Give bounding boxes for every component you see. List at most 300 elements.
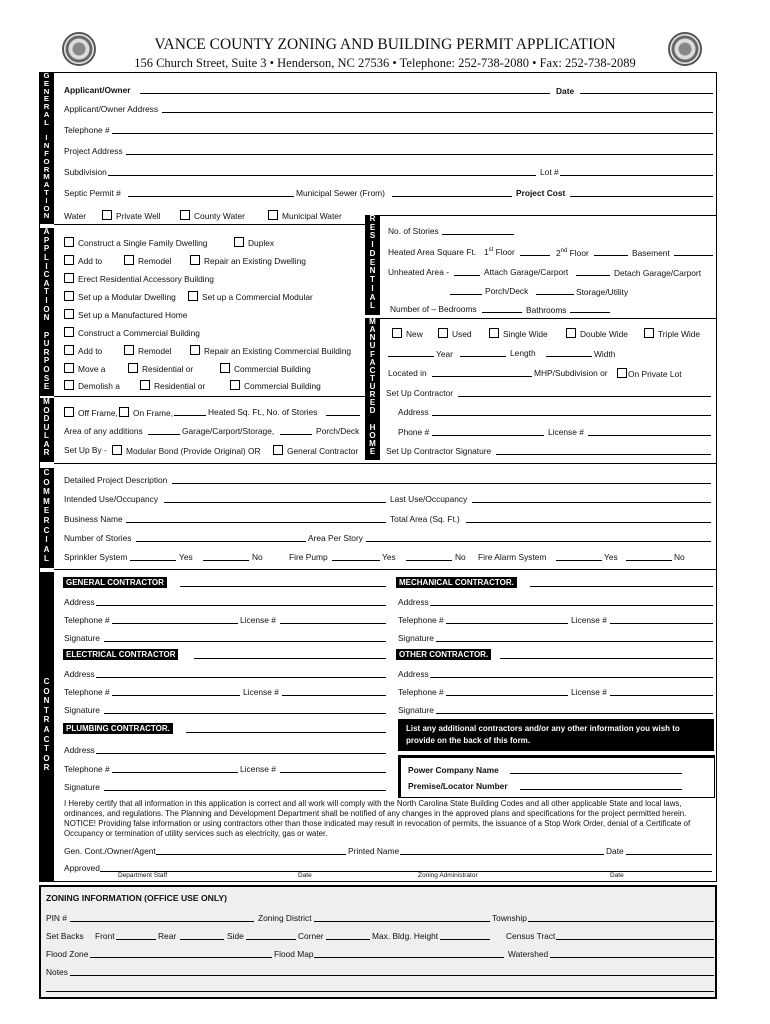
administrator-caption: Zoning Administrator [418, 872, 478, 879]
certify-date-input[interactable] [626, 854, 712, 855]
number-stories-label: Number of Stories [64, 533, 132, 543]
mh-license-input[interactable] [588, 435, 711, 436]
double-wide-checkbox[interactable]: Double Wide [566, 328, 628, 339]
section-letter: T [44, 705, 49, 715]
project-cost-input[interactable] [570, 196, 713, 197]
section-letter: R [369, 214, 376, 223]
agent-signature-input[interactable] [156, 854, 346, 855]
gc-telephone-input[interactable] [112, 623, 238, 624]
first-floor-label: 1st Floor [484, 247, 515, 257]
flood-zone-input[interactable] [90, 957, 272, 958]
ec-signature-input[interactable] [104, 713, 386, 714]
septic-input[interactable] [128, 196, 294, 197]
general-contractor-heading: GENERAL CONTRACTOR [63, 577, 167, 588]
pc-signature-label: Signature [64, 782, 100, 792]
section-letter: C [43, 468, 50, 477]
single-family-checkbox[interactable]: Construct a Single Family Dwelling [64, 237, 207, 248]
mh-signature-input[interactable] [496, 454, 711, 455]
porch-label: Porch/Deck [485, 286, 529, 296]
attach-garage-input[interactable] [576, 275, 610, 276]
additions-input[interactable] [148, 434, 180, 435]
bedrooms-label: Number of – Bedrooms [390, 304, 477, 314]
fire-alarm-label: Fire Alarm System [478, 552, 547, 562]
section-general-label [39, 72, 54, 224]
telephone-input[interactable] [112, 133, 713, 134]
area-per-story-label: Area Per Story [308, 533, 363, 543]
modular-porch-label: Porch/Deck [316, 426, 360, 436]
commercial-modular-checkbox[interactable]: Set up a Commercial Modular [188, 291, 313, 302]
oc-telephone-label: Telephone # [398, 687, 444, 697]
side-input[interactable] [246, 939, 296, 940]
page-title: VANCE COUNTY ZONING AND BUILDING PERMIT APPLICATION [154, 36, 616, 53]
applicant-input[interactable] [140, 93, 550, 94]
zoning-district-input[interactable] [314, 921, 490, 922]
mechanical-contractor-heading: MECHANICAL CONTRACTOR. [396, 577, 517, 588]
repair-commercial-checkbox[interactable]: Repair an Existing Commercial Building [190, 345, 351, 356]
section-letter: L [44, 554, 49, 564]
located-label: Located in [388, 368, 427, 378]
project-cost-label: Project Cost [516, 188, 566, 198]
subdivision-input[interactable] [108, 175, 536, 176]
staff-date-caption: Date [298, 872, 312, 879]
section-letter: U [43, 422, 50, 432]
section-letter: P [43, 244, 50, 254]
business-name-input[interactable] [126, 522, 386, 523]
certification-text: I Hereby certify that all information in this application is correct and all work will comply with the North Carolina State Building Codes and all other applicable State and local laws, ordinances, and regulations. The Planning and Development Department shall be notified of any changes in the approved plans and specifications for the project permitted herein. NOTICE! Providing false information or using contractors other than those indicated may result in revocation of permits, the issuance of a Stop Work Order, denial of a Certificate of Occupancy or termination of utility services such as electricity, gas or water. [64, 799, 691, 838]
section-letter: A [43, 109, 50, 119]
off-frame-checkbox[interactable]: Off Frame, [64, 407, 118, 418]
private-lot-checkbox[interactable]: On Private Lot [617, 368, 682, 379]
general-contractor-name-input[interactable] [180, 586, 386, 587]
total-area-label: Total Area (Sq. Ft.) [390, 514, 460, 524]
side-label: Side [227, 931, 244, 941]
manufactured-home-checkbox[interactable]: Set up a Manufactured Home [64, 309, 187, 320]
section-letter: H [369, 422, 376, 432]
width-input[interactable] [546, 356, 592, 357]
flood-zone-label: Flood Zone [46, 949, 89, 959]
section-letter: O [43, 203, 50, 213]
plumbing-contractor-heading: PLUMBING CONTRACTOR. [63, 723, 173, 734]
commercial-building-checkbox[interactable]: Construct a Commercial Building [64, 327, 200, 338]
intended-use-label: Intended Use/Occupancy [64, 494, 159, 504]
demolish-commercial-checkbox[interactable]: Commercial Building [230, 380, 321, 391]
owner-address-label: Applicant/Owner Address [64, 104, 159, 114]
pin-input[interactable] [70, 921, 254, 922]
additional-contractors-note: List any additional contractors and/or any other information you wish to provide on the back of this form. [398, 719, 714, 751]
year-label: Year [436, 349, 453, 359]
sprinkler-yes-label: Yes [179, 552, 193, 562]
flood-map-input[interactable] [314, 957, 504, 958]
section-letter: O [369, 430, 376, 440]
sprinkler-yes-input[interactable] [130, 560, 176, 561]
section-letter: R [43, 102, 50, 112]
garage-label: Garage/Carport/Storage, [182, 426, 275, 436]
fire-alarm-no-input[interactable] [626, 560, 672, 561]
owner-address-input[interactable] [162, 112, 713, 113]
mc-license-input[interactable] [610, 623, 713, 624]
section-letter: P [43, 235, 50, 245]
agent-label: Gen. Cont./Owner/Agent [64, 846, 156, 856]
front-input[interactable] [116, 939, 156, 940]
section-letter: A [43, 544, 50, 554]
septic-label: Septic Permit # [64, 188, 121, 198]
sprinkler-no-input[interactable] [203, 560, 249, 561]
commercial-remodel-checkbox[interactable]: Remodel [124, 345, 172, 356]
oc-license-label: License # [571, 687, 607, 697]
attach-garage-label: Attach Garage/Carport [484, 267, 569, 277]
storage-input[interactable] [536, 294, 574, 295]
section-letter: M [369, 438, 376, 448]
second-floor-input[interactable] [594, 255, 628, 256]
date-label: Date [556, 86, 575, 96]
pc-address-input[interactable] [96, 753, 386, 754]
first-floor-input[interactable] [520, 255, 550, 256]
section-letter: E [43, 78, 50, 88]
staff-caption: Department Staff [118, 872, 168, 879]
county-water-checkbox[interactable]: County Water [180, 210, 245, 221]
accessory-building-checkbox[interactable]: Erect Residential Accessory Building [64, 273, 214, 284]
ec-license-label: License # [243, 687, 279, 697]
pc-license-input[interactable] [280, 772, 386, 773]
sprinkler-label: Sprinkler System [64, 552, 128, 562]
mh-phone-label: Phone # [398, 427, 430, 437]
section-letter: M [43, 172, 50, 182]
fire-alarm-yes-label: Yes [604, 552, 618, 562]
heated-area-label: Heated Area Square Ft. [388, 247, 476, 257]
section-letter: E [43, 94, 50, 104]
fire-alarm-no-label: No [674, 552, 685, 562]
general-contractor-checkbox[interactable]: General Contractor [273, 445, 358, 456]
front-label: Front [95, 931, 115, 941]
modular-heated-label: Heated Sq. Ft., No. of Stories [208, 407, 318, 417]
mc-address-label: Address [398, 597, 429, 607]
section-letter: I [45, 261, 48, 271]
remodel-checkbox[interactable]: Remodel [124, 255, 172, 266]
section-letter: A [43, 227, 50, 236]
section-letter: R [369, 390, 376, 400]
pc-signature-input[interactable] [104, 790, 386, 791]
oc-license-input[interactable] [610, 695, 713, 696]
corner-label: Corner [298, 931, 324, 941]
section-letter: R [43, 164, 50, 174]
section-letter: A [369, 325, 376, 335]
power-company-label: Power Company Name [408, 765, 499, 775]
year-input[interactable] [388, 356, 434, 357]
ec-address-label: Address [64, 669, 95, 679]
mh-signature-label: Set Up Contractor Signature [386, 446, 492, 456]
zoning-district-label: Zoning District [258, 913, 312, 923]
second-floor-label: 2nd Floor [556, 248, 589, 258]
other-contractor-name-input[interactable] [500, 658, 713, 659]
section-letter: E [43, 382, 50, 392]
premise-input[interactable] [520, 789, 682, 790]
section-letter: C [43, 525, 50, 535]
divider [54, 569, 717, 570]
fire-pump-no-input[interactable] [406, 560, 452, 561]
section-letter: I [371, 240, 374, 250]
section-letter: T [44, 287, 49, 297]
max-height-input[interactable] [440, 939, 490, 940]
length-label: Length [510, 348, 536, 358]
section-letter: A [369, 357, 376, 367]
premise-label: Premise/Locator Number [408, 781, 508, 791]
pc-telephone-label: Telephone # [64, 764, 110, 774]
bedrooms-input[interactable] [482, 312, 522, 313]
res-stories-label: No. of Stories [388, 226, 439, 236]
number-stories-input[interactable] [136, 541, 306, 542]
intended-use-input[interactable] [164, 502, 386, 503]
fire-pump-yes-input[interactable] [332, 560, 380, 561]
mc-signature-input[interactable] [436, 641, 713, 642]
section-application-label [39, 228, 54, 396]
lot-input[interactable] [560, 175, 713, 176]
section-letter: O [43, 753, 50, 763]
move-checkbox[interactable]: Move a [64, 363, 105, 374]
section-letter: O [43, 405, 50, 415]
business-name-label: Business Name [64, 514, 123, 524]
modular-stories-input[interactable] [326, 415, 360, 416]
census-label: Census Tract [506, 931, 556, 941]
used-checkbox[interactable]: Used [438, 328, 472, 339]
section-letter: E [369, 257, 376, 267]
section-letter: T [44, 187, 49, 197]
mechanical-contractor-name-input[interactable] [530, 586, 713, 587]
section-letter: P [43, 330, 50, 340]
printed-name-input[interactable] [400, 854, 604, 855]
sewer-input[interactable] [392, 196, 512, 197]
section-letter: T [44, 744, 49, 754]
section-residential-label [365, 215, 380, 315]
gc-address-input[interactable] [96, 605, 386, 606]
length-input[interactable] [460, 356, 506, 357]
section-letter: D [369, 248, 376, 258]
section-letter: R [43, 448, 50, 458]
basement-input[interactable] [674, 255, 713, 256]
mh-address-input[interactable] [432, 415, 711, 416]
section-letter: E [369, 447, 376, 456]
section-letter: M [369, 317, 376, 326]
section-letter: C [369, 365, 376, 375]
demolish-residential-checkbox[interactable]: Residential or [140, 380, 205, 391]
fire-pump-yes-label: Yes [382, 552, 396, 562]
new-checkbox[interactable]: New [392, 328, 423, 339]
gc-signature-label: Signature [64, 633, 100, 643]
township-label: Township [492, 913, 527, 923]
width-label: Width [594, 349, 616, 359]
project-address-input[interactable] [126, 154, 713, 155]
last-use-label: Last Use/Occupancy [390, 494, 468, 504]
gc-telephone-label: Telephone # [64, 615, 110, 625]
basement-label: Basement [632, 248, 670, 258]
section-letter: P [43, 356, 50, 366]
oc-telephone-input[interactable] [446, 695, 568, 696]
watershed-input[interactable] [550, 957, 714, 958]
fire-alarm-yes-input[interactable] [556, 560, 602, 561]
electrical-contractor-name-input[interactable] [194, 658, 386, 659]
last-use-input[interactable] [472, 502, 711, 503]
zoning-heading: ZONING INFORMATION (OFFICE USE ONLY) [46, 893, 227, 903]
section-commercial-label [39, 468, 54, 568]
sewer-label: Municipal Sewer (From) [296, 188, 385, 198]
ec-signature-label: Signature [64, 705, 100, 715]
census-input[interactable] [556, 939, 714, 940]
section-letter: M [43, 496, 50, 506]
setup-contractor-label: Set Up Contractor [386, 388, 454, 398]
date-input[interactable] [580, 93, 713, 94]
watershed-label: Watershed [508, 949, 549, 959]
located-input[interactable] [432, 376, 532, 377]
pin-label: PIN # [46, 913, 67, 923]
certify-date-label: Date [606, 846, 624, 856]
oc-address-label: Address [398, 669, 429, 679]
section-letter: U [369, 382, 376, 391]
mc-address-input[interactable] [430, 605, 713, 606]
divider [380, 318, 717, 319]
section-letter: L [370, 301, 375, 311]
section-letter: C [43, 734, 50, 744]
add-to-checkbox[interactable]: Add to [64, 255, 102, 266]
demolish-checkbox[interactable]: Demolish a [64, 380, 120, 391]
bathrooms-input[interactable] [570, 312, 610, 313]
private-well-checkbox[interactable]: Private Well [102, 210, 161, 221]
description-label: Detailed Project Description [64, 475, 168, 485]
max-height-label: Max. Bldg. Height [372, 931, 439, 941]
section-letter: I [45, 195, 48, 205]
additions-label: Area of any additions [64, 426, 143, 436]
section-letter: C [43, 677, 50, 686]
mhp-label: MHP/Subdivision or [534, 368, 608, 378]
section-letter: N [43, 141, 50, 151]
municipal-water-checkbox[interactable]: Municipal Water [268, 210, 342, 221]
ec-telephone-input[interactable] [112, 695, 240, 696]
move-residential-checkbox[interactable]: Residential or [128, 363, 193, 374]
gc-license-input[interactable] [280, 623, 386, 624]
other-contractor-heading: OTHER CONTRACTOR. [396, 649, 491, 660]
applicant-label: Applicant/Owner [64, 85, 131, 95]
flood-map-label: Flood Map [274, 949, 314, 959]
section-letter: I [45, 296, 48, 305]
setup-contractor-input[interactable] [458, 396, 711, 397]
bond-checkbox[interactable]: Modular Bond (Provide Original) OR [112, 445, 261, 456]
section-letter: N [369, 266, 376, 276]
res-stories-input[interactable] [442, 234, 514, 235]
township-input[interactable] [528, 921, 714, 922]
section-letter: G [43, 71, 50, 80]
section-letter: N [43, 211, 50, 221]
repair-dwelling-checkbox[interactable]: Repair an Existing Dwelling [190, 255, 306, 266]
section-letter: S [43, 373, 50, 383]
section-letter: L [44, 431, 49, 441]
telephone-label: Telephone # [64, 125, 110, 135]
section-letter: E [369, 398, 376, 408]
mh-address-label: Address [398, 407, 429, 417]
description-input[interactable] [172, 483, 711, 484]
section-letter: R [43, 715, 50, 725]
mh-license-label: License # [548, 427, 584, 437]
section-letter: E [369, 222, 376, 232]
section-letter: U [369, 341, 376, 351]
plumbing-contractor-name-input[interactable] [186, 732, 386, 733]
oc-address-input[interactable] [430, 677, 713, 678]
section-letter: D [369, 406, 376, 416]
section-letter: F [370, 349, 375, 359]
section-letter: N [43, 696, 50, 706]
divider [380, 215, 717, 216]
section-modular-label [39, 398, 54, 462]
setbacks-label: Set Backs [46, 931, 84, 941]
notes-input[interactable] [70, 975, 714, 976]
printed-name-label: Printed Name [348, 846, 400, 856]
corner-input[interactable] [326, 939, 370, 940]
ec-license-input[interactable] [282, 695, 386, 696]
section-letter: A [369, 292, 376, 302]
section-letter: R [43, 515, 50, 525]
porch-input[interactable] [450, 294, 482, 295]
divider [54, 463, 717, 464]
area-per-story-input[interactable] [366, 541, 711, 542]
detach-garage-label: Detach Garage/Carport [614, 268, 702, 278]
total-area-input[interactable] [466, 522, 711, 523]
gc-license-label: License # [240, 615, 276, 625]
mh-phone-input[interactable] [432, 435, 544, 436]
on-frame-checkbox[interactable]: On Frame, [119, 407, 173, 418]
section-letter: C [43, 270, 50, 280]
ec-address-input[interactable] [96, 677, 386, 678]
section-letter: A [43, 439, 50, 449]
heated-sqft-input[interactable] [174, 415, 206, 416]
gc-address-label: Address [64, 597, 95, 607]
mc-signature-label: Signature [398, 633, 434, 643]
move-commercial-checkbox[interactable]: Commercial Building [220, 363, 311, 374]
commercial-add-to-checkbox[interactable]: Add to [64, 345, 102, 356]
section-letter: R [43, 347, 50, 357]
mc-telephone-input[interactable] [446, 623, 568, 624]
electrical-contractor-heading: ELECTRICAL CONTRACTOR [63, 649, 178, 660]
power-company-input[interactable] [510, 773, 682, 774]
pc-telephone-input[interactable] [112, 772, 238, 773]
single-wide-checkbox[interactable]: Single Wide [489, 328, 548, 339]
section-letter: O [43, 477, 50, 487]
pc-address-label: Address [64, 745, 95, 755]
rear-input[interactable] [180, 939, 224, 940]
section-letter: A [43, 278, 50, 288]
section-letter: N [369, 333, 376, 343]
modular-dwelling-checkbox[interactable]: Set up a Modular Dwelling [64, 291, 176, 302]
administrator-date-caption: Date [610, 872, 624, 879]
utility-info-box [400, 757, 715, 798]
section-letter: M [43, 487, 50, 497]
project-address-label: Project Address [64, 146, 123, 156]
notes-input-line2[interactable] [46, 991, 714, 992]
section-letter: F [44, 148, 49, 158]
subdivision-label: Subdivision [64, 167, 107, 177]
lot-label: Lot # [540, 167, 559, 177]
section-letter: N [43, 313, 50, 323]
unheated-input[interactable] [454, 275, 480, 276]
section-contractor-label [39, 572, 54, 882]
fire-pump-no-label: No [455, 552, 466, 562]
gc-signature-input[interactable] [104, 641, 386, 642]
triple-wide-checkbox[interactable]: Triple Wide [644, 328, 700, 339]
duplex-checkbox[interactable]: Duplex [234, 237, 274, 248]
section-letter: U [43, 339, 50, 349]
section-letter: I [45, 133, 48, 143]
oc-signature-input[interactable] [436, 713, 713, 714]
water-label: Water [64, 211, 87, 221]
garage-input[interactable] [280, 434, 312, 435]
divider [54, 224, 365, 225]
pc-license-label: License # [240, 764, 276, 774]
